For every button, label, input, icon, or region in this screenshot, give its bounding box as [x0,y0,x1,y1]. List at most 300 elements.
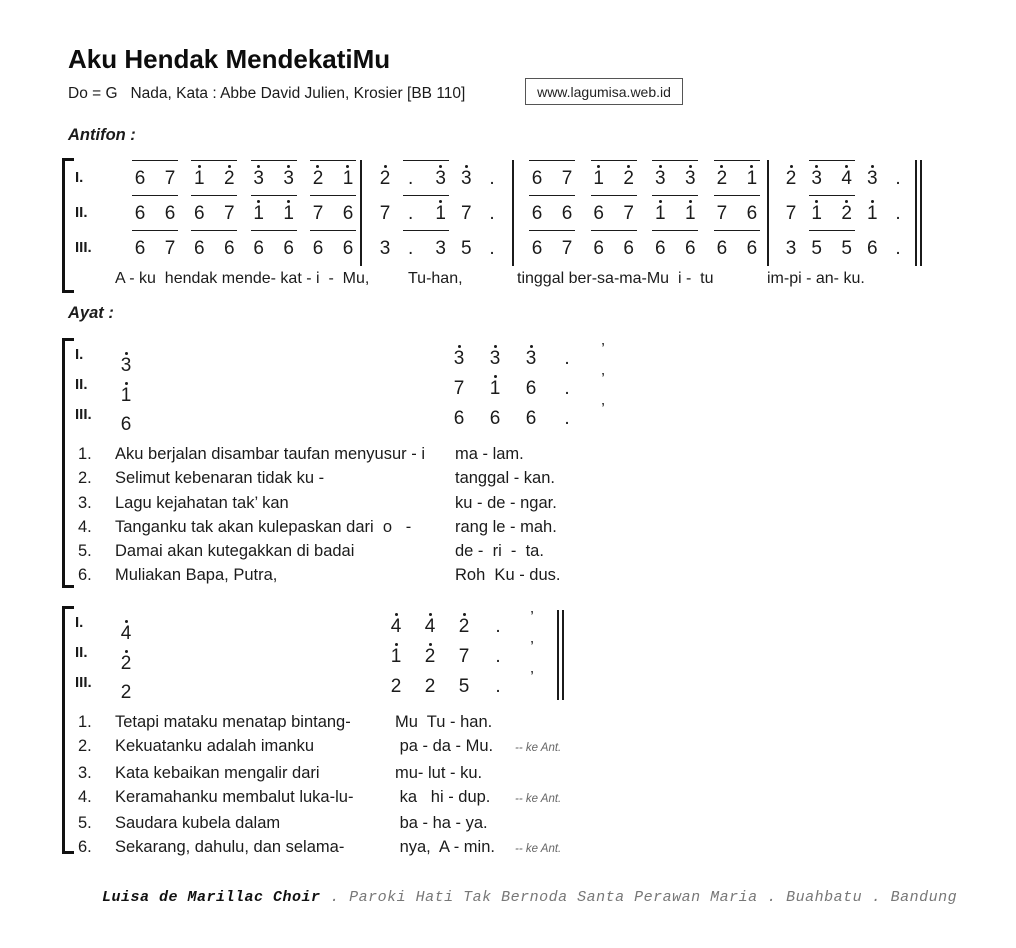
first-note-column [118,610,390,644]
verse-text-right: pa - da - Mu. [395,737,494,756]
beam-group [809,160,855,189]
note [342,232,354,259]
duration-dot [405,232,417,259]
digit: 2 [424,646,436,667]
note [866,232,878,259]
note [561,232,573,259]
duration-dot [405,197,417,224]
duration-dot [492,670,504,697]
website-url: www.lagumisa.web.id [537,83,671,100]
note [120,676,132,703]
beam-group [132,195,178,224]
digit: 6 [531,238,543,259]
breath-mark [526,610,538,637]
first-note-column [118,342,453,376]
note [134,232,146,259]
beam-group [310,195,356,224]
digit: . [495,646,501,667]
beam-group [529,195,575,224]
verse-text-left: Tetapi mataku menatap bintang- [115,713,351,731]
digit: 2 [424,676,436,697]
note [623,197,635,224]
duration-dot [561,342,573,369]
note [283,162,295,189]
digit: 2 [224,168,235,189]
digit: 6 [531,168,543,189]
digit: 4 [390,616,402,637]
note [531,197,543,224]
beam-group [191,230,237,259]
note [716,162,728,189]
note [746,232,758,259]
digit: 1 [655,203,666,224]
note [379,197,391,224]
ke-antifon-note: -- ke Ant. [515,792,562,805]
digit: 5 [811,238,822,259]
note [785,162,797,189]
voice-row [377,230,500,265]
digit: 3 [453,348,465,369]
note [460,232,472,259]
beam-group [251,230,297,259]
digit: . [489,168,495,189]
ayat-block-2 [62,606,982,862]
digit: . [564,378,570,399]
digit: 1 [746,168,758,189]
note [253,162,265,189]
note-group [864,230,880,259]
voice-label: III. [75,406,92,423]
voice-row [377,195,500,230]
verse-text-left: Saudara kubela dalam [115,814,281,833]
digit: 7 [785,203,797,224]
digit: 2 [312,168,324,189]
digit: . [495,676,501,697]
note [458,670,470,697]
note [312,232,324,259]
note [489,402,501,429]
digit: . [408,203,414,224]
first-note-column [118,640,390,674]
note-group [783,195,799,224]
note [841,232,853,259]
voice-row [62,639,982,674]
beam-group [591,160,637,189]
note [193,232,205,259]
verse-text-left: Lagu kejahatan tak’ kan [115,493,289,512]
digit: 7 [461,203,472,224]
digit: 6 [194,238,205,259]
verse-text-left: Tanganku tak akan kulepaskan dari o - [115,517,412,536]
verse-row [62,539,982,563]
note [312,197,324,224]
digit: 7 [224,203,235,224]
digit: 4 [841,168,852,189]
note [390,640,402,667]
note-group [890,230,906,259]
verse-number: 4. [78,517,92,536]
digit: 4 [120,623,132,644]
digit: 1 [435,203,446,224]
voice-row [132,230,356,265]
digit: 1 [390,646,402,667]
note [453,402,465,429]
note-group [484,230,500,259]
digit: 6 [593,203,604,224]
verse-text-right: rang le - mah. [455,517,557,536]
beam-group [403,230,449,259]
voice-row [62,609,982,644]
voice-row [62,401,982,435]
digit: 7 [561,238,573,259]
digit: 6 [867,238,878,259]
note-group [484,160,500,189]
note [120,408,132,435]
note-group [458,230,474,259]
digit: 6 [342,238,354,259]
note [253,197,265,224]
digit: 3 [525,348,537,369]
verse-text-left: Aku berjalan disambar taufan menyusur - i [115,445,425,463]
voice-label: I. [75,169,84,186]
digit: 7 [164,168,176,189]
digit: ’ [601,371,605,388]
note-cluster [390,640,538,667]
voice-label: II. [75,644,88,661]
first-note-column [118,372,453,406]
note [593,232,605,259]
digit: 2 [841,203,852,224]
breath-mark [597,372,609,399]
digit: . [895,238,901,259]
digit: ’ [530,609,534,626]
digit: 5 [841,238,852,259]
note [623,162,635,189]
digit: 6 [194,203,205,224]
beam-group [652,195,698,224]
digit: 1 [120,385,132,406]
digit: 7 [312,203,324,224]
digit: 2 [379,168,391,189]
digit: . [895,168,901,189]
lyric-segment: Tu-han, [408,270,463,287]
note [379,232,391,259]
antifon-block [62,158,962,293]
digit: 1 [194,168,205,189]
digit: 6 [134,168,146,189]
beam-group [191,160,237,189]
verse-row [62,466,982,490]
digit: 3 [785,238,797,259]
note [424,610,436,637]
website-box [525,78,683,105]
voice-label: I. [75,614,84,631]
note [435,197,447,224]
beam-group [652,160,698,189]
digit: 2 [390,676,402,697]
digit: 2 [120,653,132,674]
beam-group [132,230,178,259]
digit: 2 [785,168,797,189]
digit: . [895,203,901,224]
digit: 1 [342,168,354,189]
verse-number: 6. [78,838,92,857]
verse-list-1 [62,442,982,588]
note [489,372,501,399]
beam-group [714,195,760,224]
note-cluster [453,402,609,429]
digit: 3 [655,168,666,189]
lyric-segment: tinggal ber-sa-ma-Mu i - tu [517,270,714,287]
beam-group [132,160,178,189]
voice-labels [62,160,118,266]
voice-row [783,230,906,265]
verse-text-right: ku - de - ngar. [455,493,557,512]
digit: 6 [342,203,354,224]
verse-text-right: de - ri - ta. [455,542,544,561]
system-bracket [62,338,77,588]
verse-number: 4. [78,787,92,806]
digit: 6 [489,408,501,429]
note [684,162,696,189]
digit: ’ [530,639,534,656]
note [525,342,537,369]
note [223,232,235,259]
note [525,402,537,429]
digit: . [495,616,501,637]
note [866,197,878,224]
voice-row [783,160,906,195]
measure [769,160,915,266]
note [134,197,146,224]
duration-dot [492,640,504,667]
verse-text-left: Sekarang, dahulu, dan selama- [115,838,345,857]
digit: 7 [561,168,573,189]
digit: 1 [811,203,822,224]
verse-number: 3. [78,493,92,512]
note [841,162,853,189]
digit: 7 [458,646,470,667]
voice-label: II. [75,204,88,221]
digit: 3 [253,168,264,189]
digit: 6 [685,238,696,259]
note [253,232,265,259]
duration-dot [892,232,904,259]
digit: 7 [716,203,728,224]
voice-label: II. [75,376,88,393]
digit: 6 [716,238,728,259]
digit: 7 [164,238,176,259]
digit: . [489,238,495,259]
note [134,162,146,189]
digit: ’ [530,669,534,686]
digit: 7 [453,378,465,399]
note-group [890,195,906,224]
note [623,232,635,259]
duration-dot [486,197,498,224]
lyric-segment: A - ku hendak mende- kat - i - Mu, [115,270,370,287]
antifon-heading: Antifon : [68,126,136,144]
first-note-column [118,670,390,703]
digit: 6 [164,203,176,224]
digit: 1 [253,203,264,224]
voice-label: III. [75,239,92,256]
note [458,640,470,667]
verse-row [62,835,982,861]
note [424,670,436,697]
note [460,197,472,224]
note [525,372,537,399]
verse-text-left: Muliakan Bapa, Putra, [115,566,278,585]
digit: 6 [593,238,604,259]
note [593,162,605,189]
digit: 4 [424,616,436,637]
note-cluster [453,372,609,399]
digit: 6 [120,414,132,435]
beam-group [529,230,575,259]
note [164,232,176,259]
measure [118,160,360,266]
verse-text-right: tanggal - kan. [455,469,555,488]
ayat-notation-2 [62,606,982,703]
verse-number: 5. [78,814,92,833]
beam-group [251,195,297,224]
digit: 5 [458,676,470,697]
note [489,342,501,369]
verse-text-left: Kata kebaikan mengalir dari [115,763,320,782]
digit: 6 [623,238,634,259]
duration-dot [892,197,904,224]
voice-row [529,230,760,265]
verse-text-right: Mu Tu - han. [395,713,493,731]
verse-row [62,442,982,466]
digit: 2 [458,616,470,637]
note [283,197,295,224]
breath-mark [526,670,538,697]
verse-list-2 [62,710,982,862]
verse-text-left: Kekuatanku adalah imanku [115,737,315,756]
note-group [377,230,393,259]
double-barline [915,160,922,266]
note [390,670,402,697]
digit: 6 [655,238,666,259]
verse-text-right: Roh Ku - dus. [455,566,561,585]
beam-group [652,230,698,259]
digit: . [489,203,495,224]
digit: 3 [379,238,391,259]
verse-number: 2. [78,737,92,756]
digit: 6 [525,408,537,429]
beam-group [191,195,237,224]
note [342,197,354,224]
digit: 1 [283,203,294,224]
note [164,197,176,224]
digit: 6 [134,203,146,224]
beam-group [591,230,637,259]
note-group [458,195,474,224]
verse-number: 6. [78,566,92,585]
duration-dot [405,162,417,189]
verse-text-right: ma - lam. [455,445,524,463]
verse-text-left: Selimut kebenaran tidak ku - [115,469,325,488]
voice-row [783,195,906,230]
duration-dot [561,402,573,429]
breath-mark [526,640,538,667]
note [164,162,176,189]
note [342,162,354,189]
beam-group [809,230,855,259]
verse-row [62,563,982,587]
ayat-notation-1 [62,338,982,435]
note [866,162,878,189]
note [785,197,797,224]
note [684,232,696,259]
digit: 2 [716,168,728,189]
note [785,232,797,259]
note [283,232,295,259]
digit: 3 [461,168,472,189]
digit: 7 [623,203,634,224]
verse-text-left: Damai akan kutegakkan di badai [115,542,355,561]
voice-row [62,341,982,376]
note [460,162,472,189]
note [746,197,758,224]
note [435,232,447,259]
first-note-column [118,402,453,435]
digit: 6 [283,238,294,259]
system-bracket [62,606,77,854]
choir-name: Luisa de Marillac Choir [102,889,321,906]
note-cluster [453,342,609,369]
note [716,232,728,259]
note [193,197,205,224]
note-group [783,160,799,189]
footer [64,872,957,923]
digit: 3 [435,168,446,189]
verse-text-right: mu- lut - ku. [395,763,483,782]
note [593,197,605,224]
final-double-barline [557,610,564,700]
measure [362,160,512,266]
voice-label: I. [75,346,84,363]
duration-dot [892,162,904,189]
digit: 6 [453,408,465,429]
measure [514,160,767,266]
digit: 3 [685,168,696,189]
voice-row [132,160,356,195]
parish-info: . Paroki Hati Tak Bernoda Santa Perawan Maria . Buahbatu . Bandung [320,889,958,906]
verse-row [62,811,982,835]
voice-row [132,195,356,230]
verse-number: 5. [78,542,92,561]
digit: . [408,238,414,259]
note [531,232,543,259]
beam-group [529,160,575,189]
digit: . [564,348,570,369]
verse-text-right: nya, A - min. [395,838,495,857]
digit: 3 [283,168,294,189]
digit: ’ [601,341,605,358]
note [453,342,465,369]
ke-antifon-note: -- ke Ant. [515,742,562,755]
voice-row [62,669,982,703]
voice-row [529,160,760,195]
digit: 3 [435,238,446,259]
note [841,197,853,224]
note [193,162,205,189]
duration-dot [492,610,504,637]
voice-row [62,371,982,406]
